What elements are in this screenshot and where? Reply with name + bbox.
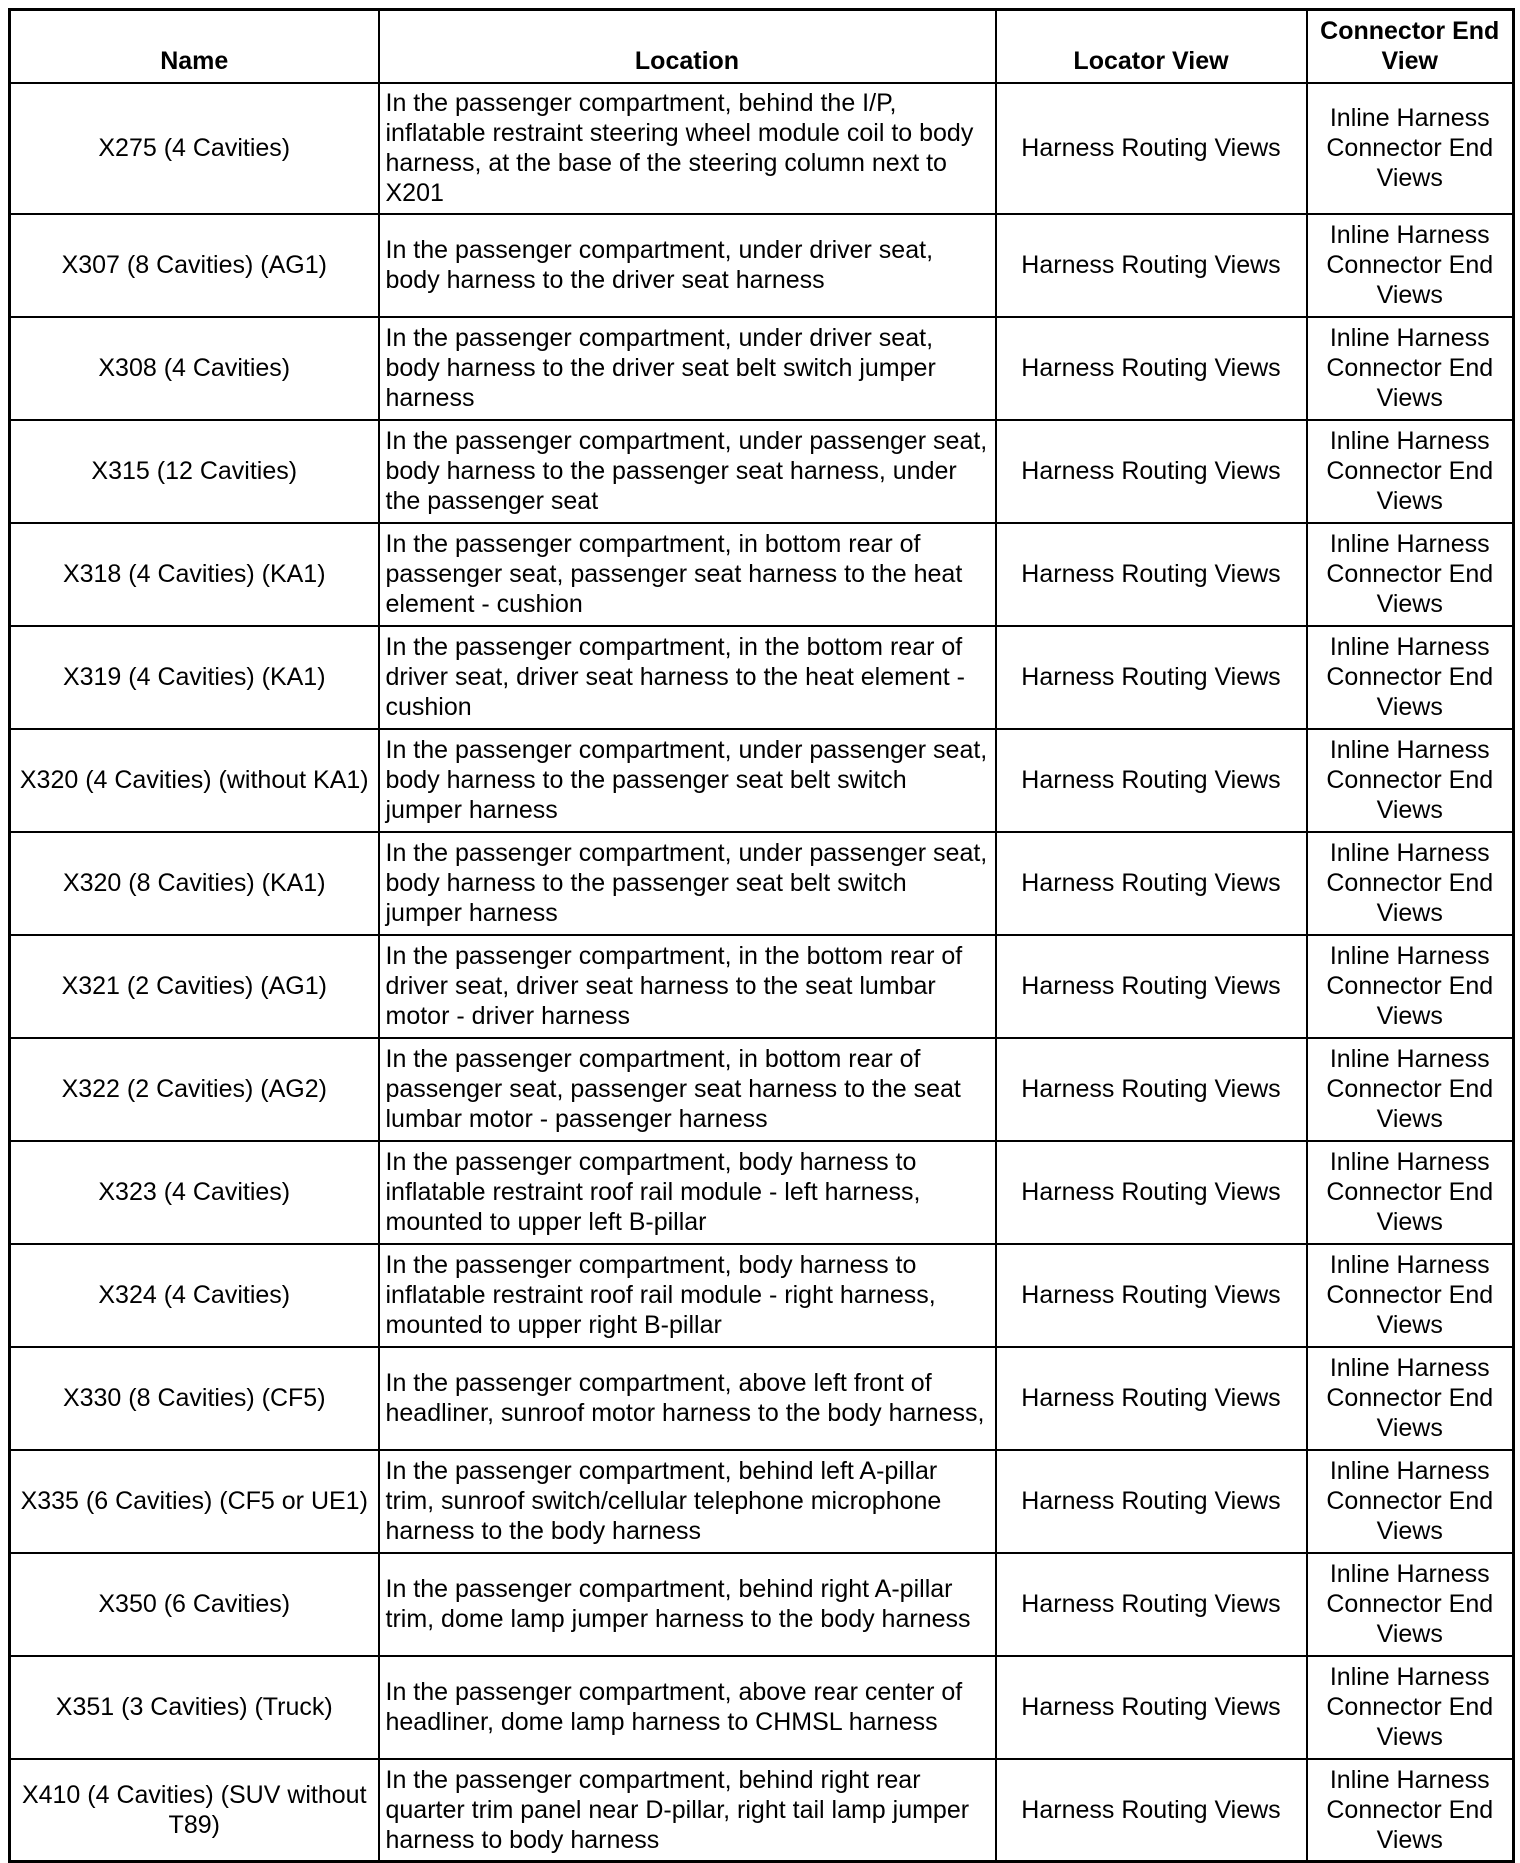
locator-view-cell: Harness Routing Views: [996, 935, 1307, 1038]
table-row: [10, 523, 1514, 626]
connector-end-view-cell: Inline Harness Connector End Views: [1307, 1244, 1514, 1347]
connector-name-cell: X350 (6 Cavities): [10, 1553, 379, 1656]
connector-location-cell: In the passenger compartment, in the bottom rear of driver seat, driver seat harness to the seat lumbar motor - driver harness: [379, 935, 996, 1038]
connector-location-cell: In the passenger compartment, behind right A-pillar trim, dome lamp jumper harness to the body harness: [379, 1553, 996, 1656]
locator-view-cell: Harness Routing Views: [996, 1553, 1307, 1656]
table-row: [10, 935, 1514, 1038]
connector-end-view-cell: Inline Harness Connector End Views: [1307, 523, 1514, 626]
table-row: [10, 1450, 1514, 1553]
connector-name-cell: X335 (6 Cavities) (CF5 or UE1): [10, 1450, 379, 1553]
locator-view-cell: Harness Routing Views: [996, 1244, 1307, 1347]
connector-location-cell: In the passenger compartment, in bottom rear of passenger seat, passenger seat harness to the seat lumbar motor - passenger harness: [379, 1038, 996, 1141]
table-row: [10, 214, 1514, 317]
connector-name-cell: X307 (8 Cavities) (AG1): [10, 214, 379, 317]
locator-view-cell: Harness Routing Views: [996, 317, 1307, 420]
connector-name-cell: X320 (4 Cavities) (without KA1): [10, 729, 379, 832]
locator-view-cell: Harness Routing Views: [996, 626, 1307, 729]
connector-location-cell: In the passenger compartment, in bottom rear of passenger seat, passenger seat harness to the heat element - cushion: [379, 523, 996, 626]
connector-name-cell: X323 (4 Cavities): [10, 1141, 379, 1244]
connector-end-view-cell: Inline Harness Connector End Views: [1307, 1656, 1514, 1759]
header-name: Name: [10, 10, 379, 83]
locator-view-cell: Harness Routing Views: [996, 1038, 1307, 1141]
connector-location-cell: In the passenger compartment, under driver seat, body harness to the driver seat belt switch jumper harness: [379, 317, 996, 420]
locator-view-cell: Harness Routing Views: [996, 1347, 1307, 1450]
connector-location-cell: In the passenger compartment, under passenger seat, body harness to the passenger seat belt switch jumper harness: [379, 729, 996, 832]
locator-view-cell: Harness Routing Views: [996, 832, 1307, 935]
table-row: [10, 317, 1514, 420]
connector-end-view-cell: Inline Harness Connector End Views: [1307, 832, 1514, 935]
table-row: [10, 1347, 1514, 1450]
connector-location-cell: In the passenger compartment, behind right rear quarter trim panel near D-pillar, right tail lamp jumper harness to body harness: [379, 1759, 996, 1862]
table-row: [10, 83, 1514, 214]
locator-view-cell: Harness Routing Views: [996, 1450, 1307, 1553]
connector-end-view-cell: Inline Harness Connector End Views: [1307, 83, 1514, 214]
connector-location-cell: In the passenger compartment, above left front of headliner, sunroof motor harness to the body harness,: [379, 1347, 996, 1450]
locator-view-cell: Harness Routing Views: [996, 1759, 1307, 1862]
locator-view-cell: Harness Routing Views: [996, 83, 1307, 214]
connector-end-view-cell: Inline Harness Connector End Views: [1307, 1450, 1514, 1553]
connector-end-view-cell: Inline Harness Connector End Views: [1307, 1553, 1514, 1656]
connector-location-cell: In the passenger compartment, under driver seat, body harness to the driver seat harness: [379, 214, 996, 317]
connector-name-cell: X321 (2 Cavities) (AG1): [10, 935, 379, 1038]
connector-location-cell: In the passenger compartment, in the bottom rear of driver seat, driver seat harness to the heat element - cushion: [379, 626, 996, 729]
connector-end-view-cell: Inline Harness Connector End Views: [1307, 935, 1514, 1038]
connector-table-container: [8, 8, 1512, 1863]
table-row: [10, 1656, 1514, 1759]
table-row: [10, 1244, 1514, 1347]
locator-view-cell: Harness Routing Views: [996, 1141, 1307, 1244]
table-row: [10, 1759, 1514, 1862]
header-location: Location: [379, 10, 996, 83]
connector-location-cell: In the passenger compartment, behind the I/P, inflatable restraint steering wheel module coil to body harness, at the base of the steering column next to X201: [379, 83, 996, 214]
connector-end-view-cell: Inline Harness Connector End Views: [1307, 1038, 1514, 1141]
table-row: [10, 1553, 1514, 1656]
table-row: [10, 729, 1514, 832]
table-body: [10, 83, 1514, 1862]
connector-end-view-cell: Inline Harness Connector End Views: [1307, 1347, 1514, 1450]
table-row: [10, 626, 1514, 729]
inline-harness-connector-table: [8, 8, 1515, 1863]
header-locator-view: Locator View: [996, 10, 1307, 83]
table-header-row: [10, 10, 1514, 83]
table-row: [10, 832, 1514, 935]
connector-name-cell: X318 (4 Cavities) (KA1): [10, 523, 379, 626]
locator-view-cell: Harness Routing Views: [996, 1656, 1307, 1759]
connector-end-view-cell: Inline Harness Connector End Views: [1307, 317, 1514, 420]
connector-location-cell: In the passenger compartment, under passenger seat, body harness to the passenger seat belt switch jumper harness: [379, 832, 996, 935]
connector-end-view-cell: Inline Harness Connector End Views: [1307, 1141, 1514, 1244]
connector-end-view-cell: Inline Harness Connector End Views: [1307, 214, 1514, 317]
connector-name-cell: X315 (12 Cavities): [10, 420, 379, 523]
connector-end-view-cell: Inline Harness Connector End Views: [1307, 420, 1514, 523]
connector-name-cell: X410 (4 Cavities) (SUV without T89): [10, 1759, 379, 1862]
header-connector-end-view: Connector End View: [1307, 10, 1514, 83]
connector-end-view-cell: Inline Harness Connector End Views: [1307, 626, 1514, 729]
locator-view-cell: Harness Routing Views: [996, 729, 1307, 832]
connector-name-cell: X322 (2 Cavities) (AG2): [10, 1038, 379, 1141]
table-row: [10, 1141, 1514, 1244]
connector-name-cell: X324 (4 Cavities): [10, 1244, 379, 1347]
locator-view-cell: Harness Routing Views: [996, 420, 1307, 523]
connector-end-view-cell: Inline Harness Connector End Views: [1307, 729, 1514, 832]
connector-name-cell: X330 (8 Cavities) (CF5): [10, 1347, 379, 1450]
connector-name-cell: X319 (4 Cavities) (KA1): [10, 626, 379, 729]
connector-location-cell: In the passenger compartment, above rear center of headliner, dome lamp harness to CHMSL harness: [379, 1656, 996, 1759]
connector-name-cell: X320 (8 Cavities) (KA1): [10, 832, 379, 935]
connector-location-cell: In the passenger compartment, body harness to inflatable restraint roof rail module - right harness, mounted to upper right B-pillar: [379, 1244, 996, 1347]
table-row: [10, 1038, 1514, 1141]
locator-view-cell: Harness Routing Views: [996, 214, 1307, 317]
connector-location-cell: In the passenger compartment, behind left A-pillar trim, sunroof switch/cellular telephone microphone harness to the body harness: [379, 1450, 996, 1553]
connector-location-cell: In the passenger compartment, body harness to inflatable restraint roof rail module - left harness, mounted to upper left B-pillar: [379, 1141, 996, 1244]
connector-end-view-cell: Inline Harness Connector End Views: [1307, 1759, 1514, 1862]
connector-location-cell: In the passenger compartment, under passenger seat, body harness to the passenger seat harness, under the passenger seat: [379, 420, 996, 523]
locator-view-cell: Harness Routing Views: [996, 523, 1307, 626]
table-row: [10, 420, 1514, 523]
connector-name-cell: X351 (3 Cavities) (Truck): [10, 1656, 379, 1759]
connector-name-cell: X308 (4 Cavities): [10, 317, 379, 420]
connector-name-cell: X275 (4 Cavities): [10, 83, 379, 214]
